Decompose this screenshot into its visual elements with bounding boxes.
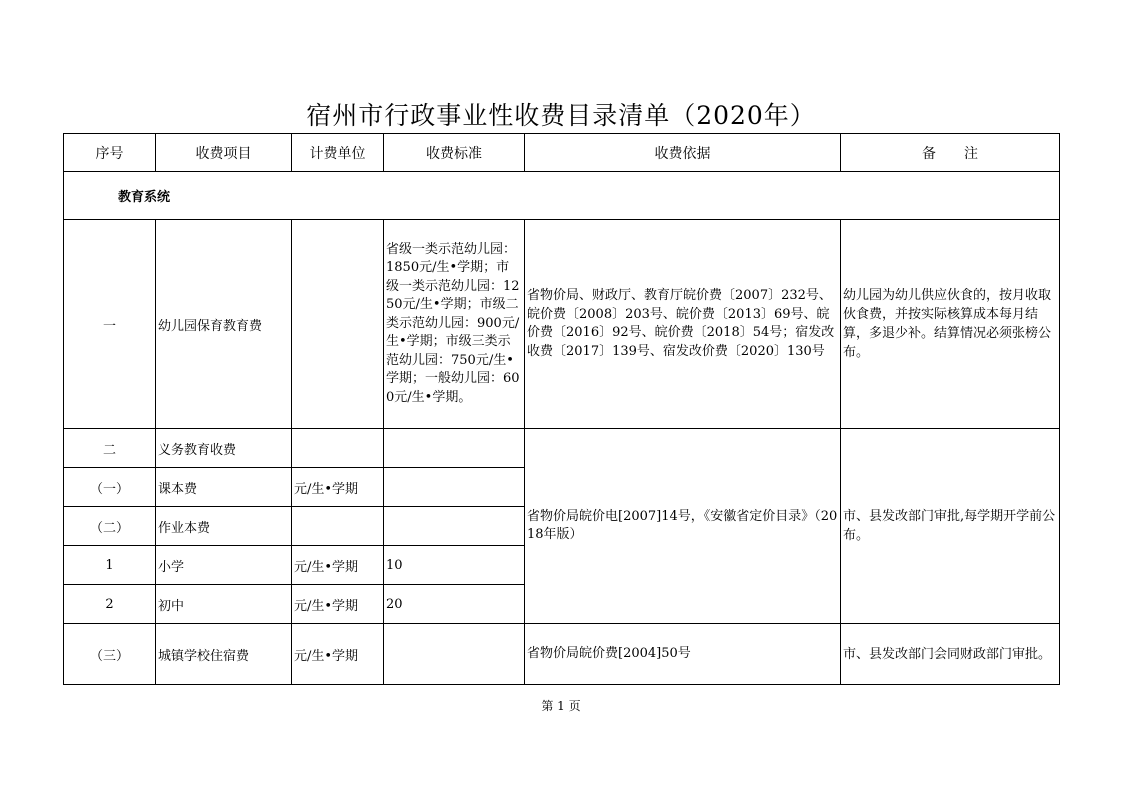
page-number: 第 1 页 [541,699,581,713]
note-cell: 幼儿园为幼儿供应伙食的，按月收取伙食费，并按实际核算成本每月结算，多退少补。结算情况必须张榜公布。 [841,220,1060,429]
header-item: 收费项目 [156,134,292,172]
item-cell: 作业本费 [156,507,292,546]
section-row [64,172,1060,220]
standard-cell [384,507,525,546]
header-standard: 收费标准 [384,134,525,172]
seq-cell: （二） [64,507,156,546]
page-title: 宿州市行政事业性收费目录清单（2020年） [306,101,816,130]
fee-table [63,133,1060,685]
group-basis-cell: 省物价局皖价电[2007]14号，《安徽省定价目录》（2018年版） [525,429,841,624]
basis-cell: 省物价局皖价费[2004]50号 [525,624,841,685]
table-row [64,624,1060,685]
table-row [64,220,1060,429]
item-cell: 小学 [156,546,292,585]
unit-cell: 元/生•学期 [292,468,384,507]
item-cell: 课本费 [156,468,292,507]
unit-cell [292,429,384,468]
standard-cell [384,624,525,685]
item-cell: 初中 [156,585,292,624]
unit-cell: 元/生•学期 [292,585,384,624]
standard-cell: 省级一类示范幼儿园：1850元/生•学期；市级一类示范幼儿园：1250元/生•学期；市级二类示范幼儿园：900元/生•学期；市级三类示范幼儿园：750元/生•学期；一般幼儿园：600元/生•学期。 [384,220,525,429]
seq-cell: （三） [64,624,156,685]
header-note: 备 注 [841,134,1060,172]
item-cell: 幼儿园保育教育费 [156,220,292,429]
seq-cell: （一） [64,468,156,507]
standard-cell [384,468,525,507]
seq-cell: 1 [64,546,156,585]
unit-cell: 元/生•学期 [292,546,384,585]
seq-cell: 2 [64,585,156,624]
header-row [64,134,1060,172]
note-cell: 市、县发改部门会同财政部门审批。 [841,624,1060,685]
header-unit: 计费单位 [292,134,384,172]
basis-cell: 省物价局、财政厅、教育厅皖价费〔2007〕232号、皖价费〔2008〕203号、皖价费〔2013〕69号、皖价费〔2016〕92号、皖价费〔2018〕54号；宿发改收费〔2017〕139号、宿发改价费〔2020〕130号 [525,220,841,429]
item-cell: 义务教育收费 [156,429,292,468]
unit-cell: 元/生•学期 [292,624,384,685]
unit-cell [292,220,384,429]
seq-cell: 二 [64,429,156,468]
standard-cell: 10 [384,546,525,585]
standard-cell: 20 [384,585,525,624]
standard-cell [384,429,525,468]
table-row [64,429,1060,468]
header-seq: 序号 [64,134,156,172]
header-basis: 收费依据 [525,134,841,172]
item-cell: 城镇学校住宿费 [156,624,292,685]
group-note-cell: 市、县发改部门审批,每学期开学前公布。 [841,429,1060,624]
unit-cell [292,507,384,546]
seq-cell: 一 [64,220,156,429]
section-title: 教育系统 [64,172,1060,220]
